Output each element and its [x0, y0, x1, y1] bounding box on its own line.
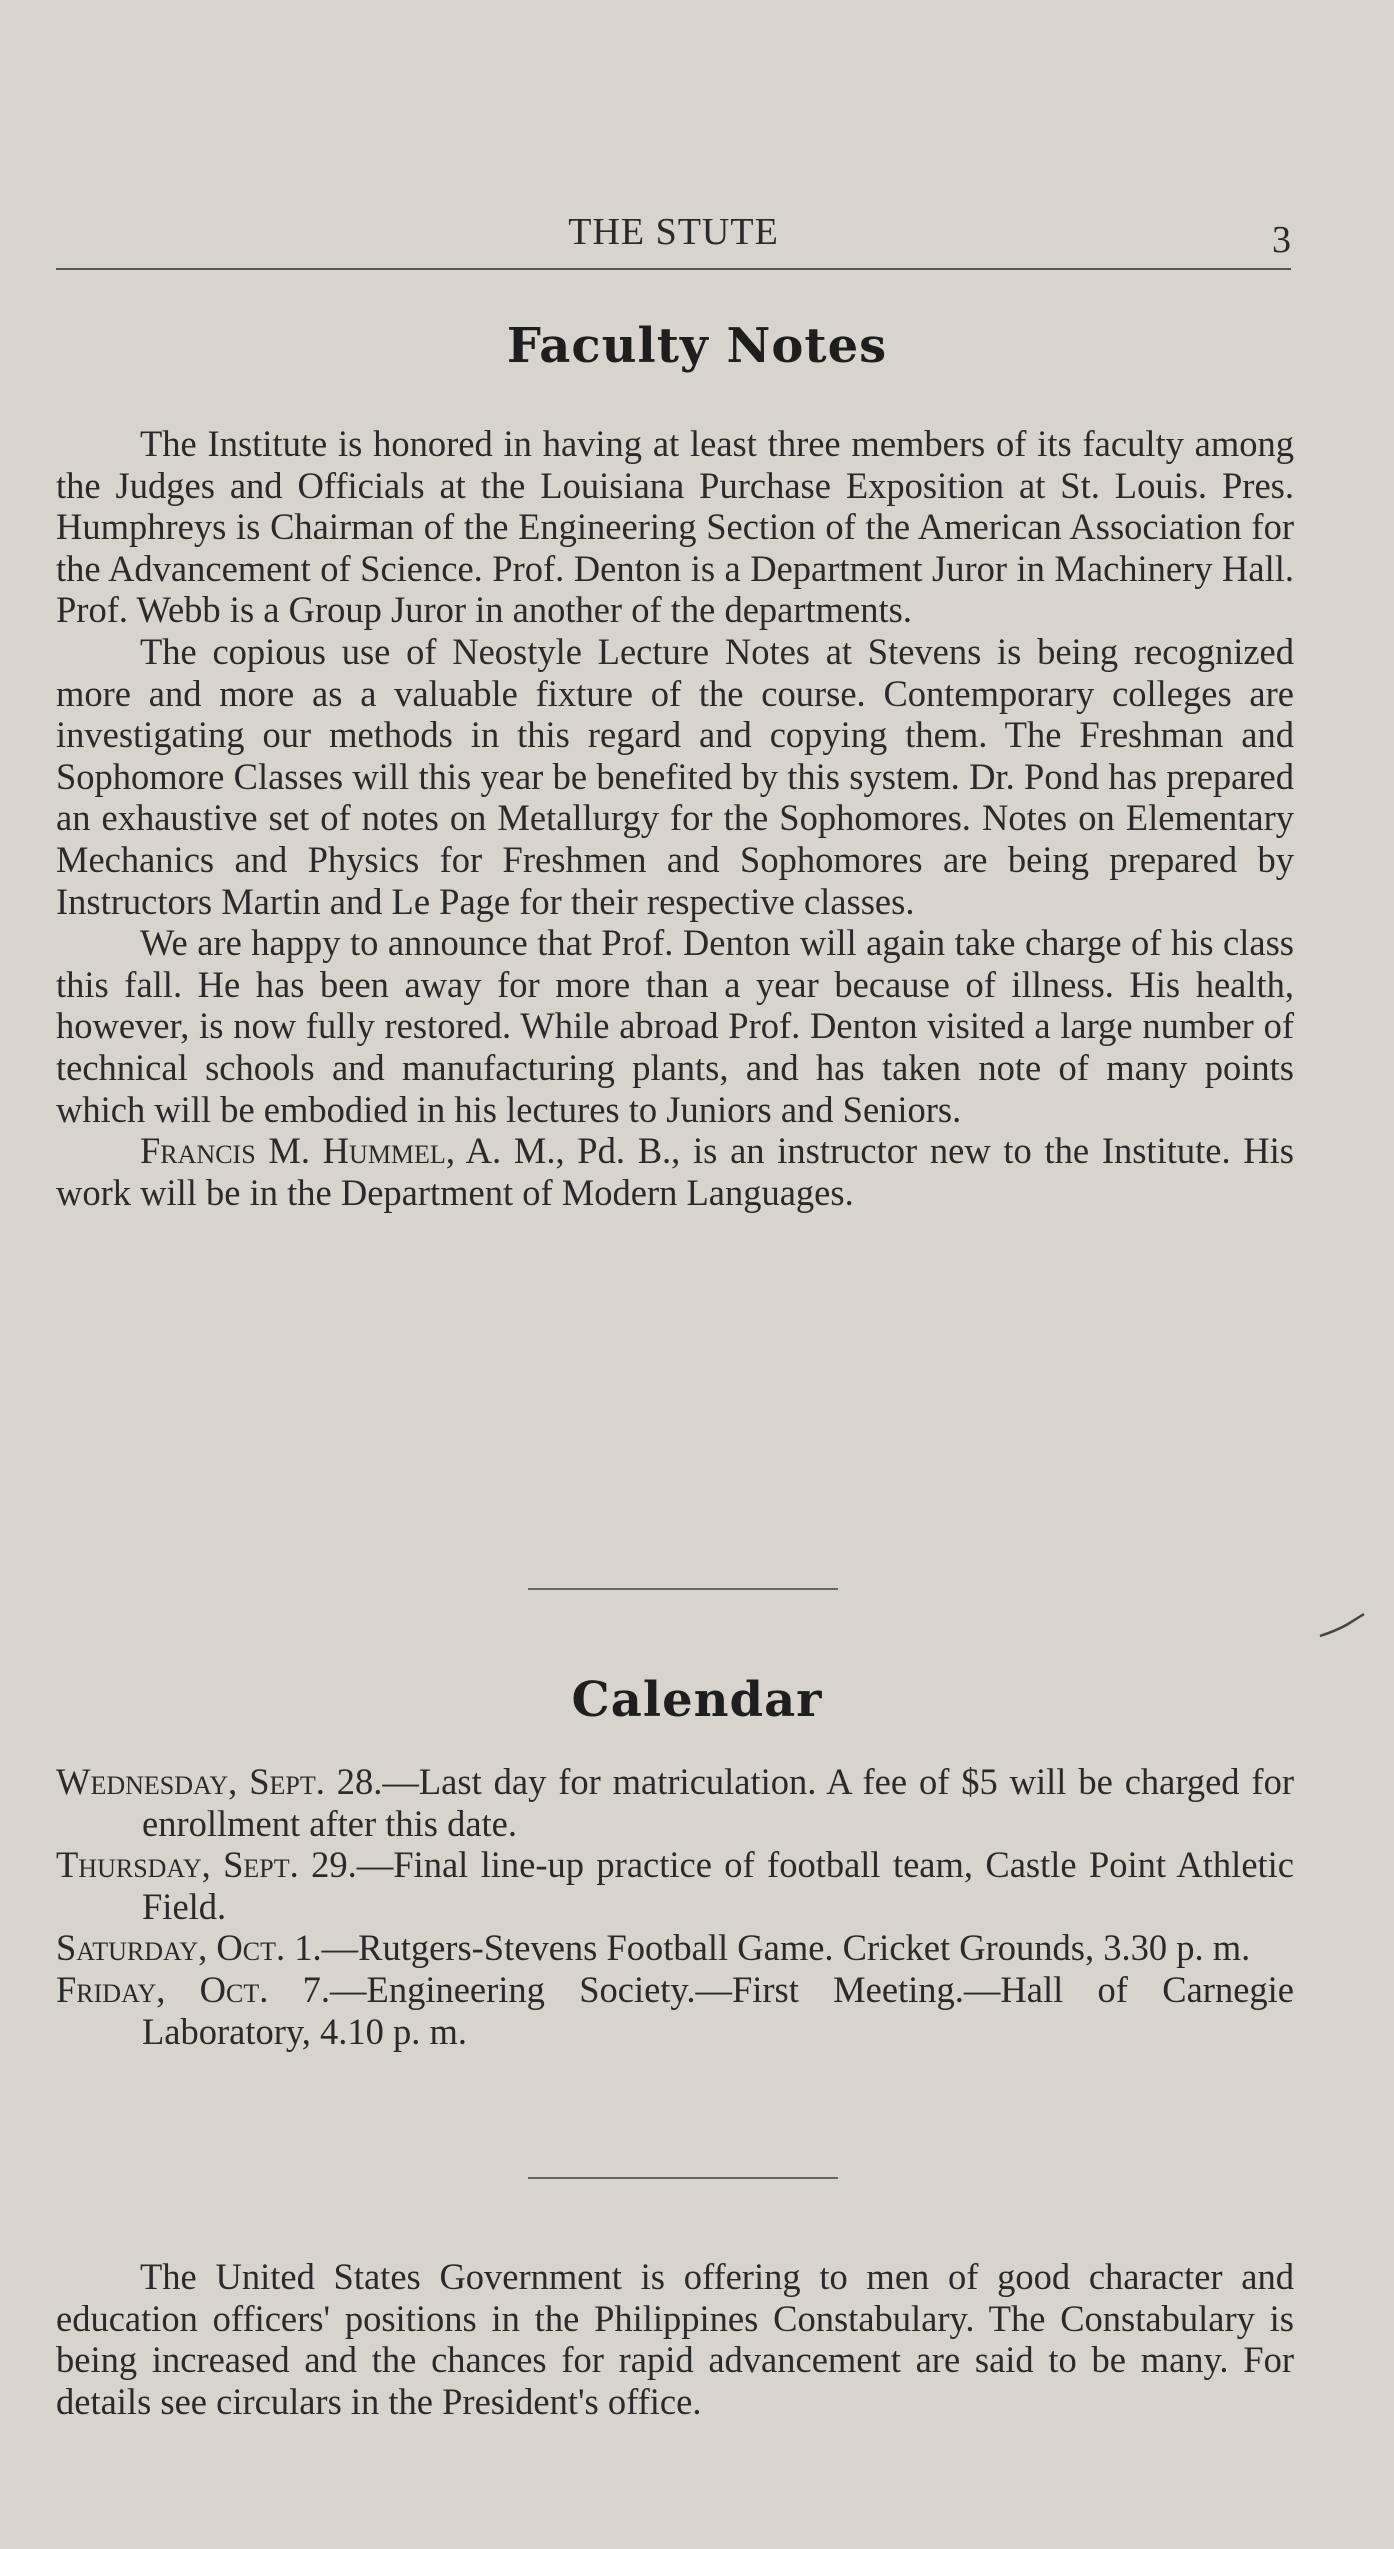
calendar-entry — [56, 1761, 1294, 1844]
calendar-entry-date: Friday, Oct. 7. — [56, 1968, 331, 2010]
faculty-notes-body — [56, 423, 1294, 1213]
faculty-paragraph-4 — [56, 1130, 1294, 1213]
hummel-name: Francis M. Hummel — [140, 1130, 446, 1172]
calendar-entry-text: —Last day for matriculation. A fee of $5 will be charged for enrollment after this date. — [142, 1761, 1294, 1844]
faculty-paragraph-3: We are happy to announce that Prof. Denton will again take charge of his class this fall. He has been away for more than a year because of illness. His health, however, is now fully restored. While abroad Prof. Denton visited a large number of technical schools and manufacturing plants, and has taken note of many points which will be embodied in his lectures to Juniors and Seniors. — [56, 922, 1294, 1130]
calendar-entry-date: Thursday, Sept. 29. — [56, 1844, 357, 1886]
stray-pencil-mark — [1318, 1610, 1368, 1640]
calendar-entry-text: —Rutgers-Stevens Football Game. Cricket Grounds, 3.30 p. m. — [321, 1927, 1251, 1969]
constabulary-notice — [56, 2256, 1294, 2422]
section-divider — [528, 2177, 838, 2179]
faculty-notes-heading: Faculty Notes — [506, 318, 888, 374]
hummel-description: , A. M., Pd. B., is an instructor new to the Institute. His work will be in the Department of Modern Languages. — [56, 1130, 1295, 1213]
calendar-entry — [56, 1844, 1294, 1927]
calendar-entry-date: Wednesday, Sept. 28. — [56, 1761, 383, 1802]
calendar-heading: Calendar — [571, 1672, 823, 1728]
section-divider — [528, 1588, 838, 1590]
notice-paragraph: The United States Government is offering to men of good character and education officers' positions in the Philippines Constabulary. The Constabulary is being increased and the chances for rapid advancement are said to be many. For details see circulars in the President's office. — [56, 2256, 1294, 2422]
calendar-entry-text: —Final line-up practice of football team, Castle Point Athletic Field. — [142, 1844, 1294, 1927]
faculty-paragraph-1: The Institute is honored in having at least three members of its faculty among the Judges and Officials at the Louisiana Purchase Exposition at St. Louis. Pres. Humphreys is Chairman of the Engineering Section of the American Association for the Advancement of Science. Prof. Denton is a Department Juror in Machinery Hall. Prof. Webb is a Group Juror in another of the departments. — [56, 423, 1294, 631]
faculty-paragraph-2: The copious use of Neostyle Lecture Notes at Stevens is being recognized more and more as a valuable fixture of the course. Contemporary colleges are investigating our methods in this regard and copying them. The Freshman and Sophomore Classes will this year be benefited by this system. Dr. Pond has prepared an exhaustive set of notes on Metallurgy for the Sophomores. Notes on Elementary Mechanics and Physics for Freshmen and Sophomores are being prepared by Instructors Martin and Le Page for their respective classes. — [56, 630, 1294, 922]
calendar-list — [56, 1761, 1294, 2052]
page-number: 3 — [1272, 219, 1291, 261]
calendar-entry — [56, 1927, 1294, 1969]
calendar-entry-text: —Engineering Society.—First Meeting.—Hall of Carnegie Laboratory, 4.10 p. m. — [142, 1968, 1294, 2052]
running-header — [56, 208, 1291, 270]
calendar-entry — [56, 1969, 1294, 2052]
calendar-entry-date: Saturday, Oct. 1. — [56, 1927, 322, 1969]
running-title: THE STUTE — [568, 211, 779, 253]
